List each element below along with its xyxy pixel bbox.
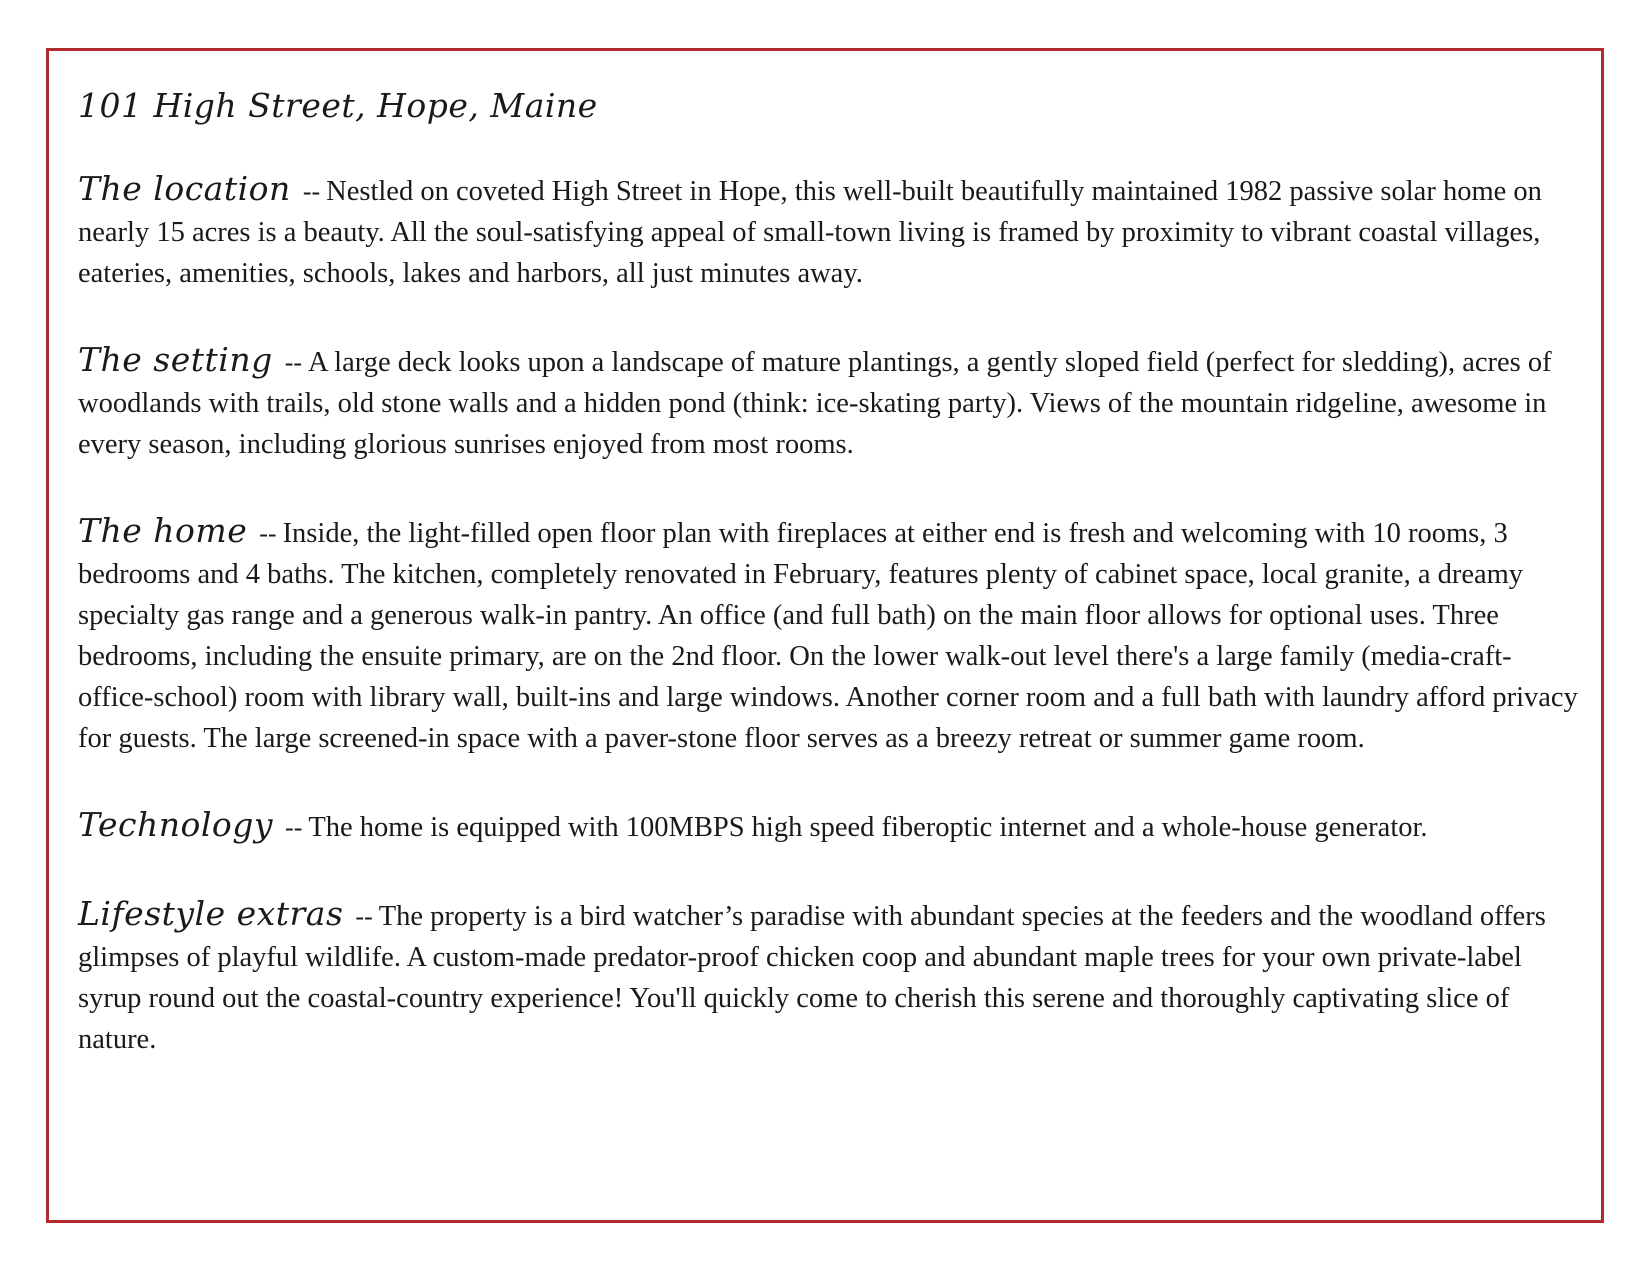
section-home xyxy=(78,510,1578,759)
section-text: A large deck looks upon a landscape of mature plantings, a gently sloped field (perfect for sledding), acres of woodlands with trails, old stone walls and a hidden pond (think: ice-skating party). Views of the mountain ridgeline, awesome in every season, including glorious sunrises enjoyed from most rooms. xyxy=(78,347,1552,460)
section-text: The home is equipped with 100MBPS high speed fiberoptic internet and a whole-house generator. xyxy=(308,812,1428,843)
section-text: Inside, the light-filled open floor plan with fireplaces at either end is fresh and welcoming with 10 rooms, 3 bedrooms and 4 baths. The kitchen, completely renovated in February, features plenty of cabinet space, local granite, a dreamy specialty gas range and a generous walk-in pantry. An office (and full bath) on the main floor allows for optional uses. Three bedrooms, including the ensuite primary, are on the 2nd floor. On the lower walk-out level there's a large family (media-craft-office-school) room with library wall, built-ins and large windows. Another corner room and a full bath with laundry afford privacy for guests. The large screened-in space with a paver-stone floor serves as a breezy retreat or summer game room. xyxy=(78,518,1578,754)
section-technology xyxy=(78,804,1578,848)
section-separator: -- xyxy=(259,519,277,548)
section-text: Nestled on coveted High Street in Hope, this well-built beautifully maintained 1982 passive solar home on nearly 15 acres is a beauty. All the soul-satisfying appeal of small-town living is framed by proximity to vibrant coastal villages, eateries, amenities, schools, lakes and harbors, all just minutes away. xyxy=(78,176,1542,289)
section-text: The property is a bird watcher’s paradise with abundant species at the feeders and the woodland offers glimpses of playful wildlife. A custom-made predator-proof chicken coop and abundant maple trees for your own private-label syrup round out the coastal-country experience! You'll quickly come to cherish this serene and thoroughly captivating slice of nature. xyxy=(78,901,1546,1055)
section-heading: The setting xyxy=(78,340,273,379)
section-location xyxy=(78,168,1578,294)
section-separator: -- xyxy=(285,813,303,842)
section-separator: -- xyxy=(355,902,373,931)
section-separator: -- xyxy=(284,348,303,377)
section-setting xyxy=(78,339,1578,465)
document-content xyxy=(78,78,1578,1060)
section-lifestyle-extras xyxy=(78,893,1578,1060)
section-separator: -- xyxy=(302,177,321,206)
section-heading: The home xyxy=(78,511,248,550)
section-heading: Technology xyxy=(78,805,274,844)
property-address: 101 High Street, Hope, Maine xyxy=(78,86,598,125)
section-heading: The location xyxy=(78,169,291,208)
section-heading: Lifestyle extras xyxy=(78,894,344,933)
